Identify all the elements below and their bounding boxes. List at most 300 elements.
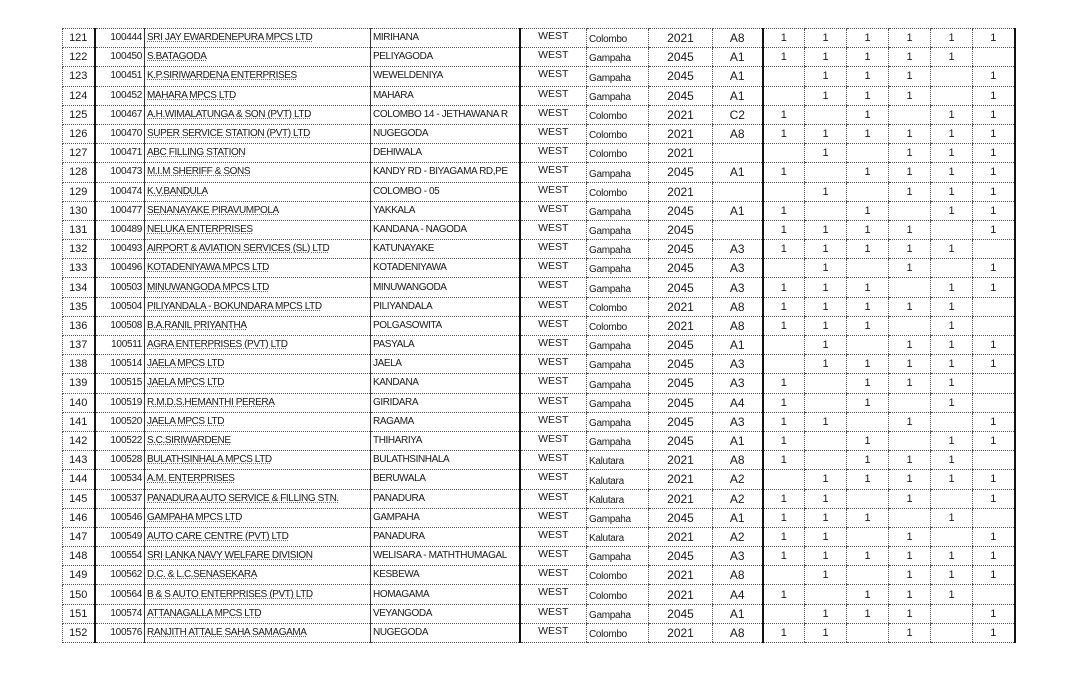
province-cell: WEST [520, 470, 587, 489]
year-cell: 2045 [649, 508, 713, 527]
flag-cell [931, 604, 973, 623]
flag-cell: 1 [763, 105, 805, 124]
flag-cell: 1 [889, 67, 931, 86]
flag-cell [973, 374, 1015, 393]
dealer-code-cell: 100562 [95, 566, 145, 585]
flag-cell: 1 [931, 451, 973, 470]
grade-cell: A4 [713, 585, 763, 604]
year-cell: 2045 [649, 547, 713, 566]
flag-cell: 1 [973, 470, 1015, 489]
flag-cell [847, 259, 889, 278]
table-row [63, 163, 1015, 182]
flag-cell: 1 [889, 566, 931, 585]
flag-cell: 1 [931, 124, 973, 143]
district-cell: Gampaha [587, 67, 649, 86]
dealer-code-cell: 100451 [95, 67, 145, 86]
table-row [63, 201, 1015, 220]
flag-cell: 1 [973, 547, 1015, 566]
dealer-name-cell: SRI JAY EWARDENEPURA MPCS LTD [145, 29, 371, 48]
year-cell: 2045 [649, 393, 713, 412]
flag-cell: 1 [889, 144, 931, 163]
row-number-cell: 133 [63, 259, 95, 278]
flag-cell: 1 [931, 201, 973, 220]
flag-cell: 1 [931, 431, 973, 450]
table-row [63, 29, 1015, 48]
year-cell: 2021 [649, 297, 713, 316]
dealer-code-cell: 100493 [95, 240, 145, 259]
grade-cell: A1 [713, 604, 763, 623]
year-cell: 2021 [649, 527, 713, 546]
year-cell: 2045 [649, 604, 713, 623]
district-cell: Colombo [587, 585, 649, 604]
row-number-cell: 130 [63, 201, 95, 220]
grade-cell: A1 [713, 336, 763, 355]
flag-cell: 1 [931, 470, 973, 489]
district-cell: Gampaha [587, 201, 649, 220]
row-number-cell: 143 [63, 451, 95, 470]
flag-cell: 1 [889, 547, 931, 566]
row-number-cell: 150 [63, 585, 95, 604]
dealer-name-cell: BULATHSINHALA MPCS LTD [145, 451, 371, 470]
flag-cell [931, 86, 973, 105]
flag-cell: 1 [805, 623, 847, 642]
dealer-code-cell: 100450 [95, 48, 145, 67]
table-row [63, 374, 1015, 393]
flag-cell: 1 [973, 623, 1015, 642]
district-cell: Gampaha [587, 163, 649, 182]
flag-cell [973, 393, 1015, 412]
province-cell: WEST [520, 508, 587, 527]
province-cell: WEST [520, 86, 587, 105]
flag-cell: 1 [805, 355, 847, 374]
table-row [63, 470, 1015, 489]
table-body [63, 29, 1015, 643]
province-cell: WEST [520, 374, 587, 393]
row-number-cell: 134 [63, 278, 95, 297]
province-cell: WEST [520, 29, 587, 48]
year-cell: 2021 [649, 105, 713, 124]
dealer-code-cell: 100522 [95, 431, 145, 450]
flag-cell: 1 [805, 297, 847, 316]
flag-cell: 1 [889, 29, 931, 48]
grade-cell: A8 [713, 623, 763, 642]
dealer-name-cell: AUTO CARE CENTRE (PVT) LTD [145, 527, 371, 546]
province-cell: WEST [520, 585, 587, 604]
year-cell: 2045 [649, 336, 713, 355]
flag-cell: 1 [973, 105, 1015, 124]
flag-cell [847, 336, 889, 355]
flag-cell: 1 [973, 124, 1015, 143]
flag-cell: 1 [847, 220, 889, 239]
table-row [63, 182, 1015, 201]
flag-cell [763, 355, 805, 374]
flag-cell: 1 [847, 355, 889, 374]
row-number-cell: 152 [63, 623, 95, 642]
flag-cell: 1 [763, 412, 805, 431]
dealer-address-cell: GAMPAHA [371, 508, 520, 527]
district-cell: Kalutara [587, 470, 649, 489]
flag-cell: 1 [763, 240, 805, 259]
flag-cell [805, 451, 847, 470]
district-cell: Gampaha [587, 48, 649, 67]
flag-cell: 1 [931, 336, 973, 355]
flag-cell [805, 585, 847, 604]
district-cell: Colombo [587, 297, 649, 316]
table-row [63, 105, 1015, 124]
flag-cell [763, 604, 805, 623]
dealer-name-cell: MAHARA MPCS LTD [145, 86, 371, 105]
grade-cell: A8 [713, 316, 763, 335]
year-cell: 2045 [649, 259, 713, 278]
row-number-cell: 128 [63, 163, 95, 182]
grade-cell: A1 [713, 163, 763, 182]
dealer-name-cell: AGRA ENTERPRISES (PVT) LTD [145, 336, 371, 355]
flag-cell: 1 [805, 124, 847, 143]
flag-cell: 1 [847, 67, 889, 86]
grade-cell: A2 [713, 470, 763, 489]
flag-cell: 1 [847, 316, 889, 335]
dealer-name-cell: S.BATAGODA [145, 48, 371, 67]
table-row [63, 489, 1015, 508]
grade-cell: A1 [713, 48, 763, 67]
dealer-address-cell: COLOMBO - 05 [371, 182, 520, 201]
row-number-cell: 125 [63, 105, 95, 124]
flag-cell [889, 508, 931, 527]
row-number-cell: 129 [63, 182, 95, 201]
year-cell: 2021 [649, 144, 713, 163]
district-cell: Kalutara [587, 489, 649, 508]
row-number-cell: 145 [63, 489, 95, 508]
grade-cell: A3 [713, 240, 763, 259]
province-cell: WEST [520, 163, 587, 182]
district-cell: Gampaha [587, 547, 649, 566]
flag-cell [889, 431, 931, 450]
flag-cell [805, 105, 847, 124]
flag-cell [847, 412, 889, 431]
year-cell: 2045 [649, 48, 713, 67]
grade-cell [713, 220, 763, 239]
flag-cell: 1 [889, 336, 931, 355]
flag-cell: 1 [805, 182, 847, 201]
flag-cell: 1 [805, 259, 847, 278]
flag-cell [931, 623, 973, 642]
flag-cell: 1 [973, 527, 1015, 546]
flag-cell: 1 [763, 163, 805, 182]
district-cell: Colombo [587, 29, 649, 48]
dealer-name-cell: JAELA MPCS LTD [145, 355, 371, 374]
year-cell: 2021 [649, 566, 713, 585]
dealer-name-cell: RANJITH ATTALE SAHA SAMAGAMA [145, 623, 371, 642]
table-row [63, 220, 1015, 239]
table-row [63, 527, 1015, 546]
dealer-code-cell: 100515 [95, 374, 145, 393]
flag-cell [931, 259, 973, 278]
row-number-cell: 132 [63, 240, 95, 259]
flag-cell [763, 144, 805, 163]
grade-cell: A8 [713, 566, 763, 585]
dealer-name-cell: SUPER SERVICE STATION (PVT) LTD [145, 124, 371, 143]
flag-cell: 1 [847, 297, 889, 316]
dealer-address-cell: VEYANGODA [371, 604, 520, 623]
flag-cell: 1 [763, 489, 805, 508]
grade-cell: A3 [713, 278, 763, 297]
table-row [63, 240, 1015, 259]
district-cell: Gampaha [587, 220, 649, 239]
flag-cell: 1 [847, 29, 889, 48]
grade-cell: A3 [713, 355, 763, 374]
province-cell: WEST [520, 623, 587, 642]
dealer-code-cell: 100489 [95, 220, 145, 239]
flag-cell: 1 [805, 144, 847, 163]
dealer-name-cell: B.A.RANIL PRIYANTHA [145, 316, 371, 335]
flag-cell: 1 [805, 67, 847, 86]
province-cell: WEST [520, 604, 587, 623]
dealer-code-cell: 100503 [95, 278, 145, 297]
flag-cell: 1 [763, 393, 805, 412]
flag-cell: 1 [889, 240, 931, 259]
flag-cell: 1 [931, 393, 973, 412]
table-row [63, 604, 1015, 623]
row-number-cell: 135 [63, 297, 95, 316]
dealer-name-cell: GAMPAHA MPCS LTD [145, 508, 371, 527]
flag-cell [973, 48, 1015, 67]
flag-cell: 1 [931, 182, 973, 201]
table-row [63, 585, 1015, 604]
flag-cell [805, 431, 847, 450]
flag-cell: 1 [889, 374, 931, 393]
dealer-address-cell: YAKKALA [371, 201, 520, 220]
dealer-name-cell: SENANAYAKE PIRAVUMPOLA [145, 201, 371, 220]
dealer-code-cell: 100520 [95, 412, 145, 431]
row-number-cell: 146 [63, 508, 95, 527]
dealer-name-cell: R.M.D.S.HEMANTHI PERERA [145, 393, 371, 412]
grade-cell: A1 [713, 201, 763, 220]
flag-cell: 1 [889, 163, 931, 182]
flag-cell [973, 451, 1015, 470]
dealer-code-cell: 100511 [95, 336, 145, 355]
flag-cell: 1 [973, 182, 1015, 201]
flag-cell: 1 [889, 451, 931, 470]
flag-cell: 1 [805, 547, 847, 566]
flag-cell: 1 [805, 29, 847, 48]
dealer-code-cell: 100537 [95, 489, 145, 508]
flag-cell: 1 [847, 86, 889, 105]
grade-cell: A3 [713, 259, 763, 278]
year-cell: 2021 [649, 470, 713, 489]
grade-cell: A3 [713, 412, 763, 431]
flag-cell: 1 [805, 489, 847, 508]
table-row [63, 566, 1015, 585]
row-number-cell: 148 [63, 547, 95, 566]
province-cell: WEST [520, 527, 587, 546]
dealer-name-cell: KOTADENIYAWA MPCS LTD [145, 259, 371, 278]
flag-cell: 1 [847, 163, 889, 182]
year-cell: 2045 [649, 220, 713, 239]
dealer-code-cell: 100470 [95, 124, 145, 143]
flag-cell: 1 [847, 604, 889, 623]
flag-cell: 1 [889, 220, 931, 239]
district-cell: Colombo [587, 182, 649, 201]
dealer-address-cell: KANDY RD - BIYAGAMA RD,PE [371, 163, 520, 182]
dealer-address-cell: WEWELDENIYA [371, 67, 520, 86]
flag-cell: 1 [847, 240, 889, 259]
flag-cell: 1 [763, 278, 805, 297]
flag-cell: 1 [889, 470, 931, 489]
table-row [63, 355, 1015, 374]
grade-cell: A1 [713, 431, 763, 450]
flag-cell: 1 [973, 431, 1015, 450]
flag-cell [931, 489, 973, 508]
flag-cell: 1 [805, 412, 847, 431]
year-cell: 2021 [649, 489, 713, 508]
flag-cell [763, 259, 805, 278]
dealer-code-cell: 100473 [95, 163, 145, 182]
dealer-address-cell: PELIYAGODA [371, 48, 520, 67]
row-number-cell: 147 [63, 527, 95, 546]
dealer-address-cell: GIRIDARA [371, 393, 520, 412]
row-number-cell: 136 [63, 316, 95, 335]
province-cell: WEST [520, 393, 587, 412]
flag-cell [973, 585, 1015, 604]
dealer-code-cell: 100508 [95, 316, 145, 335]
flag-cell: 1 [805, 604, 847, 623]
dealer-address-cell: BULATHSINHALA [371, 451, 520, 470]
flag-cell: 1 [805, 527, 847, 546]
row-number-cell: 144 [63, 470, 95, 489]
flag-cell: 1 [889, 86, 931, 105]
year-cell: 2021 [649, 451, 713, 470]
grade-cell: A8 [713, 124, 763, 143]
dealer-name-cell: K.V.BANDULA [145, 182, 371, 201]
flag-cell: 1 [889, 412, 931, 431]
flag-cell: 1 [847, 393, 889, 412]
district-cell: Colombo [587, 105, 649, 124]
dealer-code-cell: 100546 [95, 508, 145, 527]
row-number-cell: 131 [63, 220, 95, 239]
flag-cell: 1 [931, 355, 973, 374]
province-cell: WEST [520, 105, 587, 124]
row-number-cell: 138 [63, 355, 95, 374]
province-cell: WEST [520, 220, 587, 239]
table-row [63, 67, 1015, 86]
row-number-cell: 127 [63, 144, 95, 163]
flag-cell: 1 [847, 508, 889, 527]
dealer-code-cell: 100467 [95, 105, 145, 124]
district-cell: Gampaha [587, 412, 649, 431]
table-row [63, 623, 1015, 642]
year-cell: 2045 [649, 163, 713, 182]
flag-cell: 1 [973, 412, 1015, 431]
table-row [63, 48, 1015, 67]
dealer-address-cell: PANADURA [371, 527, 520, 546]
flag-cell: 1 [973, 144, 1015, 163]
year-cell: 2045 [649, 278, 713, 297]
dealer-address-cell: JAELA [371, 355, 520, 374]
flag-cell [973, 316, 1015, 335]
flag-cell: 1 [973, 566, 1015, 585]
flag-cell: 1 [931, 48, 973, 67]
flag-cell [847, 489, 889, 508]
flag-cell: 1 [931, 163, 973, 182]
dealer-name-cell: JAELA MPCS LTD [145, 412, 371, 431]
district-cell: Gampaha [587, 278, 649, 297]
flag-cell [889, 316, 931, 335]
grade-cell: A1 [713, 67, 763, 86]
district-cell: Gampaha [587, 240, 649, 259]
flag-cell [763, 566, 805, 585]
flag-cell: 1 [889, 297, 931, 316]
flag-cell: 1 [931, 585, 973, 604]
year-cell: 2021 [649, 124, 713, 143]
year-cell: 2045 [649, 431, 713, 450]
grade-cell: A1 [713, 508, 763, 527]
district-cell: Gampaha [587, 86, 649, 105]
flag-cell [805, 201, 847, 220]
table-row [63, 431, 1015, 450]
dealer-address-cell: POLGASOWITA [371, 316, 520, 335]
year-cell: 2021 [649, 623, 713, 642]
flag-cell: 1 [847, 374, 889, 393]
dealer-address-cell: KOTADENIYAWA [371, 259, 520, 278]
flag-cell: 1 [889, 527, 931, 546]
row-number-cell: 141 [63, 412, 95, 431]
flag-cell: 1 [763, 220, 805, 239]
flag-cell: 1 [847, 124, 889, 143]
flag-cell: 1 [973, 201, 1015, 220]
grade-cell: A1 [713, 86, 763, 105]
grade-cell: A3 [713, 374, 763, 393]
flag-cell: 1 [805, 508, 847, 527]
grade-cell: A3 [713, 547, 763, 566]
flag-cell: 1 [763, 124, 805, 143]
dealer-code-cell: 100504 [95, 297, 145, 316]
province-cell: WEST [520, 489, 587, 508]
flag-cell [763, 182, 805, 201]
flag-cell: 1 [847, 431, 889, 450]
province-cell: WEST [520, 431, 587, 450]
flag-cell [805, 393, 847, 412]
province-cell: WEST [520, 259, 587, 278]
dealer-address-cell: BERUWALA [371, 470, 520, 489]
dealer-name-cell: NELUKA ENTERPRISES [145, 220, 371, 239]
dealer-code-cell: 100534 [95, 470, 145, 489]
flag-cell: 1 [931, 105, 973, 124]
dealer-name-cell: D.C. & L.C.SENASEKARA [145, 566, 371, 585]
flag-cell [763, 67, 805, 86]
district-cell: Gampaha [587, 355, 649, 374]
flag-cell: 1 [889, 623, 931, 642]
district-cell: Gampaha [587, 374, 649, 393]
district-cell: Kalutara [587, 527, 649, 546]
district-cell: Colombo [587, 566, 649, 585]
province-cell: WEST [520, 182, 587, 201]
dealer-name-cell: S.C.SIRIWARDENE [145, 431, 371, 450]
flag-cell [763, 86, 805, 105]
flag-cell: 1 [973, 278, 1015, 297]
flag-cell: 1 [763, 316, 805, 335]
dealer-name-cell: B & S AUTO ENTERPRISES (PVT) LTD [145, 585, 371, 604]
flag-cell [763, 470, 805, 489]
year-cell: 2045 [649, 67, 713, 86]
flag-cell [889, 105, 931, 124]
flag-cell [931, 412, 973, 431]
row-number-cell: 126 [63, 124, 95, 143]
dealer-name-cell: M.I.M SHERIFF & SONS [145, 163, 371, 182]
dealer-code-cell: 100574 [95, 604, 145, 623]
dealer-address-cell: RAGAMA [371, 412, 520, 431]
flag-cell [847, 182, 889, 201]
flag-cell [973, 240, 1015, 259]
